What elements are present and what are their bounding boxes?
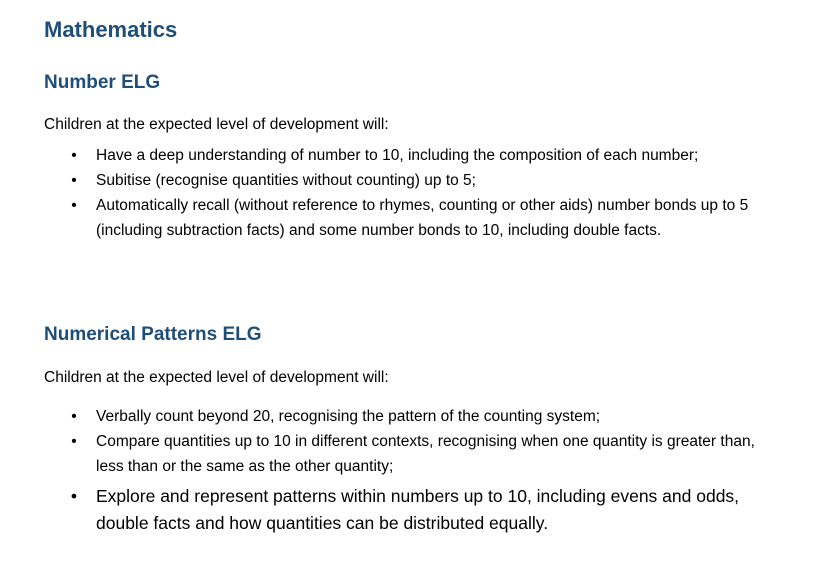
list-item [0, 404, 756, 429]
section-intro: Children at the expected level of development will: [44, 369, 389, 386]
list-item-text: Automatically recall (without reference to rhymes, counting or other aids) number bonds up to 5 (including subtraction facts) and some number bonds to 10, including double facts. [96, 197, 749, 239]
list-item [0, 193, 756, 243]
bullet-icon: • [71, 433, 77, 450]
bullet-list-numerical-patterns-elg [0, 404, 825, 537]
bullet-icon: • [71, 147, 77, 164]
bullet-icon: • [71, 197, 77, 214]
list-item-text: Compare quantities up to 10 in different contexts, recognising when one quantity is greater than, less than or the same as the other quantity; [96, 433, 755, 475]
list-item-text: Have a deep understanding of number to 10, including the composition of each number; [96, 147, 699, 164]
section-heading-number-elg: Number ELG [44, 72, 161, 93]
list-item [0, 143, 756, 168]
bullet-list-number-elg [0, 143, 825, 243]
page-title: Mathematics [44, 17, 178, 42]
section-intro: Children at the expected level of development will: [44, 116, 389, 133]
bullet-icon: • [70, 486, 78, 506]
bullet-icon: • [71, 408, 77, 425]
section-heading-numerical-patterns-elg: Numerical Patterns ELG [44, 324, 262, 345]
list-item [0, 429, 756, 479]
bullet-icon: • [71, 172, 77, 189]
list-item-text: Verbally count beyond 20, recognising the pattern of the counting system; [96, 408, 601, 425]
list-item-text: Subitise (recognise quantities without counting) up to 5; [96, 172, 476, 189]
list-item [0, 483, 786, 537]
list-item [0, 168, 756, 193]
list-item-text: Explore and represent patterns within numbers up to 10, including evens and odds, double facts and how quantities can be distributed equally. [96, 486, 740, 533]
